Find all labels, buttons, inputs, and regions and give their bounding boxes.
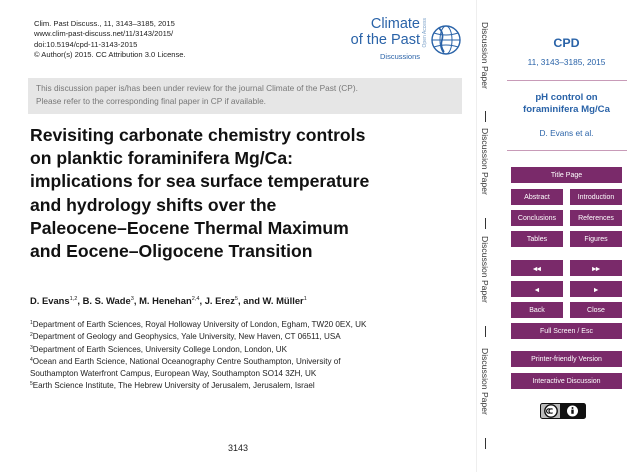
- affiliation-text: Department of Geology and Geophysics, Yale University, New Haven, CT 06511, USA: [32, 332, 341, 342]
- interactive-discussion-button[interactable]: Interactive Discussion: [511, 373, 622, 389]
- logo-text-of-the-past: of the Past: [350, 32, 420, 48]
- author-affil-sup: 5: [234, 296, 239, 302]
- affiliation-sup: 3: [30, 344, 33, 351]
- author-name: W. Müller: [262, 295, 304, 306]
- author-list: [30, 295, 307, 306]
- strip-separator: [485, 326, 486, 337]
- next-page-button[interactable]: ▸: [570, 281, 622, 297]
- panel-journal-abbr: CPD: [553, 36, 580, 50]
- author-affil-sup: 1,2: [69, 296, 78, 302]
- references-button[interactable]: References: [570, 210, 622, 226]
- logo-text-climate: Climate: [370, 16, 420, 32]
- figures-button[interactable]: Figures: [570, 231, 622, 247]
- discussion-paper-strip: [476, 0, 493, 472]
- author-name: B. S. Wade: [82, 295, 131, 306]
- title-page-button[interactable]: Title Page: [511, 167, 622, 183]
- first-page-button[interactable]: ◂◂: [511, 260, 563, 276]
- author-separator: ,: [77, 295, 83, 306]
- affiliation-item: [30, 318, 366, 330]
- short-title-line: pH control on: [535, 92, 598, 103]
- paper-title: [30, 124, 466, 263]
- globe-icon: [430, 24, 462, 56]
- title-line: on planktic foraminifera Mg/Ca:: [30, 148, 293, 169]
- affiliation-text: Ocean and Earth Science, National Oceanography Centre Southampton, University of: [32, 357, 341, 367]
- meta-url[interactable]: www.clim-past-discuss.net/11/3143/2015/: [34, 29, 174, 39]
- panel-divider: [507, 150, 627, 151]
- logo-text-discussions: Discussions: [379, 52, 420, 61]
- close-button[interactable]: Close: [570, 302, 622, 318]
- affiliation-item: [30, 330, 366, 342]
- author-affil-sup: 2,4: [191, 296, 200, 302]
- affiliation-sup: 5: [30, 381, 33, 388]
- author-affil-sup: 1: [303, 296, 307, 302]
- title-line: Revisiting carbonate chemistry controls: [30, 125, 366, 145]
- panel-author: D. Evans et al.: [539, 128, 594, 138]
- panel-short-title: [493, 92, 640, 116]
- short-title-line: foraminifera Mg/Ca: [523, 104, 610, 115]
- page-number: 3143: [228, 443, 249, 453]
- affiliation-sup: 1: [30, 320, 33, 326]
- cc-by-icon[interactable]: [540, 403, 586, 419]
- strip-separator: [485, 438, 486, 449]
- title-line: Paleocene–Eocene Thermal Maximum: [30, 217, 349, 238]
- abstract-button[interactable]: Abstract: [511, 189, 563, 205]
- panel-divider: [507, 80, 627, 81]
- full-screen-button[interactable]: Full Screen / Esc: [511, 323, 622, 339]
- strip-label: Discussion Paper: [480, 236, 490, 303]
- affiliation-item: [30, 355, 366, 367]
- notice-line-1: This discussion paper is/has been under review for the journal Climate of the Past (CP).: [36, 83, 358, 93]
- previous-page-button[interactable]: ◂: [511, 281, 563, 297]
- author-affil-sup: 3: [130, 296, 134, 302]
- affiliation-item: [30, 379, 366, 391]
- affiliation-item: [30, 343, 366, 355]
- affiliation-list: [30, 318, 366, 391]
- review-notice: [28, 78, 462, 114]
- journal-logo: [346, 14, 466, 70]
- strip-label: Discussion Paper: [480, 348, 490, 415]
- strip-label: Discussion Paper: [480, 128, 490, 195]
- back-button[interactable]: Back: [511, 302, 563, 318]
- tables-button[interactable]: Tables: [511, 231, 563, 247]
- printer-friendly-button[interactable]: Printer-friendly Version: [511, 351, 622, 367]
- author-name: D. Evans: [30, 295, 70, 306]
- meta-doi[interactable]: doi:10.5194/cpd-11-3143-2015: [34, 39, 138, 49]
- strip-label: Discussion Paper: [480, 22, 490, 89]
- logo-open-access: Open Access: [422, 18, 428, 48]
- affiliation-text: Department of Earth Sciences, Royal Holloway University of London, Egham, TW20 0EX, UK: [32, 320, 367, 329]
- strip-separator: [485, 111, 486, 122]
- title-line: and Eocene–Oligocene Transition: [30, 241, 313, 262]
- author-separator: ,: [133, 295, 140, 306]
- title-line: implications for sea surface temperature: [30, 171, 370, 192]
- author-separator: ,: [199, 295, 205, 306]
- journal-meta: [34, 19, 186, 61]
- introduction-button[interactable]: Introduction: [570, 189, 622, 205]
- affiliation-text: Earth Science Institute, The Hebrew University of Jerusalem, Jerusalem, Israel: [32, 381, 315, 391]
- strip-separator: [485, 218, 486, 229]
- meta-citation: Clim. Past Discuss., 11, 3143–3185, 2015: [34, 19, 175, 28]
- affiliation-sup: 2: [30, 332, 33, 339]
- last-page-button[interactable]: ▸▸: [570, 260, 622, 276]
- conclusions-button[interactable]: Conclusions: [511, 210, 563, 226]
- affiliation-sup: 4: [30, 357, 33, 364]
- meta-license: © Author(s) 2015. CC Attribution 3.0 License.: [34, 50, 186, 60]
- affiliation-item-continued: Southampton Waterfront Campus, European Way, Southampton SO14 3ZH, UK: [30, 368, 317, 378]
- notice-line-2: Please refer to the corresponding final paper in CP if available.: [36, 95, 266, 106]
- author-separator: , and: [238, 295, 263, 306]
- author-name: J. Erez: [204, 295, 235, 306]
- panel-pages: 11, 3143–3185, 2015: [527, 57, 606, 67]
- affiliation-text: Department of Earth Sciences, University College London, London, UK: [32, 344, 287, 354]
- title-line: and hydrology shifts over the: [30, 194, 277, 215]
- author-name: M. Henehan: [139, 295, 192, 306]
